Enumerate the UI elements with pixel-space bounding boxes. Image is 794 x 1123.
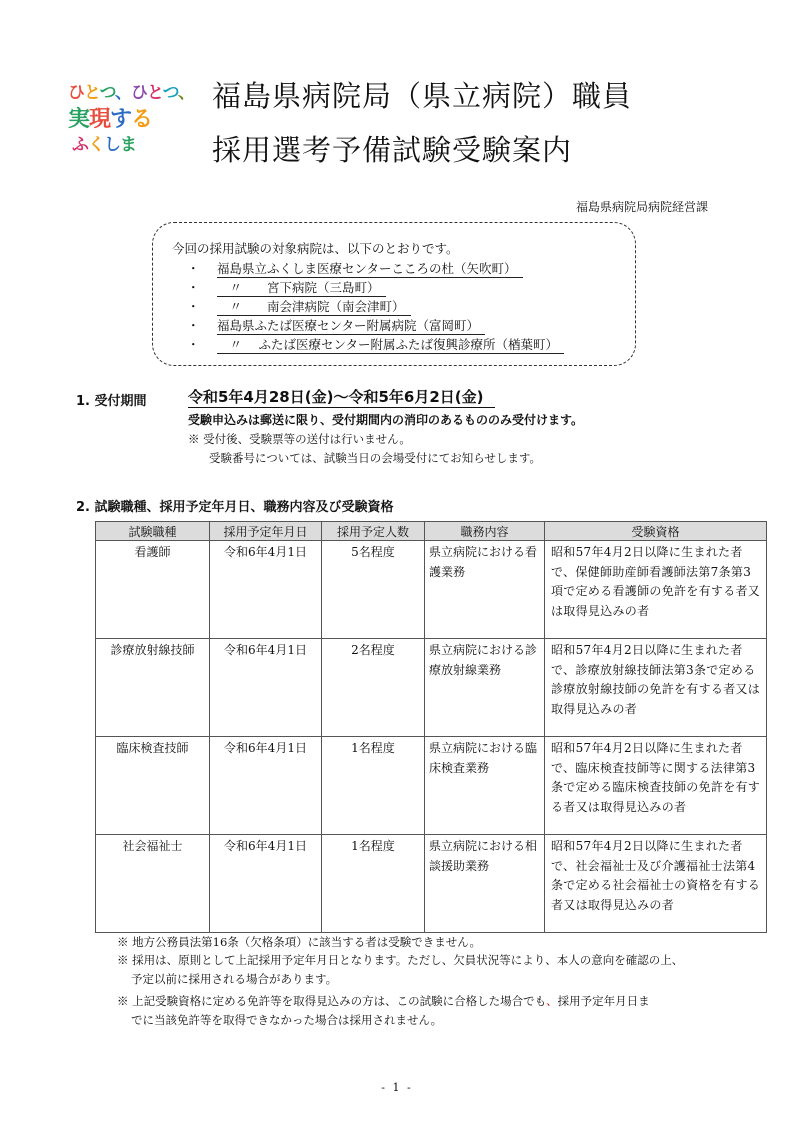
- table-row: [96, 835, 767, 933]
- table-header-row: [96, 522, 767, 541]
- section1-heading: 1. 受付期間: [76, 394, 147, 409]
- page-title-line2: 採用選考予備試験受験案内: [212, 133, 573, 167]
- admission-ticket-note: ※ 受付後、受験票等の送付は行いません。: [188, 432, 411, 446]
- duty-cell: 県立病院における相談援助業務: [425, 835, 545, 933]
- footnote-license-cont: でに当該免許等を取得できなかった場合は採用されません。: [131, 1013, 443, 1027]
- qualification-cell: 昭和57年4月2日以降に生まれた者で、診療放射線技師法第3条で定める診療放射線技師の免許を有する者又は取得見込みの者: [545, 639, 767, 737]
- duty-cell: 県立病院における診療放射線業務: [425, 639, 545, 737]
- date-cell: 令和6年4月1日: [210, 541, 322, 639]
- hospital-item: ・ 〃 南会津病院（南会津町）: [187, 297, 411, 315]
- duty-cell: 県立病院における臨床検査業務: [425, 737, 545, 835]
- department-name: 福島県病院局病院経営課: [575, 200, 708, 214]
- page-title-line1: 福島県病院局（県立病院）職員: [212, 79, 633, 113]
- count-cell: 1名程度: [322, 737, 425, 835]
- footnote-license: ※ 上記受験資格に定める免許等を取得見込みの方は、この試験に合格した場合でも、採用予定年月日ま: [117, 994, 650, 1008]
- qualification-cell: 昭和57年4月2日以降に生まれた者で、臨床検査技師等に関する法律第3条で定める臨床検査技師の免許を有する者又は取得見込みの者: [545, 737, 767, 835]
- hospital-item: ・ 福島県ふたば医療センター附属病院（富岡町）: [187, 316, 485, 334]
- target-hospitals-intro: 今回の採用試験の対象病院は、以下のとおりです。: [172, 241, 459, 256]
- column-header: 採用予定人数: [322, 522, 425, 541]
- column-header: 試験職種: [96, 522, 210, 541]
- table-row: [96, 737, 767, 835]
- fukushima-logo: [68, 78, 194, 158]
- count-cell: 1名程度: [322, 835, 425, 933]
- recruitment-table: [95, 521, 767, 933]
- logo-line3: ふくしま: [72, 135, 136, 155]
- section2-heading: 2. 試験職種、採用予定年月日、職務内容及び受験資格: [76, 500, 394, 515]
- footnote-hiring-date: ※ 採用は、原則として上記採用予定年月日となります。ただし、欠員状況等により、本人の意向を確認の上、: [117, 953, 684, 967]
- page-number: - 1 -: [381, 1081, 413, 1094]
- date-cell: 令和6年4月1日: [210, 835, 322, 933]
- table-row: [96, 541, 767, 639]
- logo-line1: ひとつ、ひとつ、: [68, 83, 194, 103]
- hospital-item: ・ 福島県立ふくしま医療センターこころの杜（矢吹町）: [187, 259, 523, 277]
- column-header: 受験資格: [545, 522, 767, 541]
- qualification-cell: 昭和57年4月2日以降に生まれた者で、保健師助産師看護師法第7条第3項で定める看護師の免許を有する者又は取得見込みの者: [545, 541, 767, 639]
- job-cell: 診療放射線技師: [96, 639, 210, 737]
- date-cell: 令和6年4月1日: [210, 737, 322, 835]
- column-header: 採用予定年月日: [210, 522, 322, 541]
- date-cell: 令和6年4月1日: [210, 639, 322, 737]
- table-row: [96, 639, 767, 737]
- column-header: 職務内容: [425, 522, 545, 541]
- job-cell: 臨床検査技師: [96, 737, 210, 835]
- logo-line2: 実現する: [68, 107, 153, 132]
- duty-cell: 県立病院における看護業務: [425, 541, 545, 639]
- count-cell: 2名程度: [322, 639, 425, 737]
- qualification-cell: 昭和57年4月2日以降に生まれた者で、社会福祉士及び介護福祉士法第4条で定める社会福祉士の資格を有する者又は取得見込みの者: [545, 835, 767, 933]
- job-cell: 社会福祉士: [96, 835, 210, 933]
- application-mail-note: 受験申込みは郵送に限り、受付期間内の消印のあるもののみ受付けます。: [188, 413, 584, 427]
- job-cell: 看護師: [96, 541, 210, 639]
- count-cell: 5名程度: [322, 541, 425, 639]
- exam-number-note: 受験番号については、試験当日の会場受付にてお知らせします。: [209, 451, 542, 465]
- footnote-disqualification: ※ 地方公務員法第16条（欠格条項）に該当する者は受験できません。: [117, 935, 481, 949]
- hospital-item: ・ 〃 宮下病院（三島町）: [187, 278, 386, 296]
- application-period: 令和5年4月28日(金)～令和5年6月2日(金): [188, 386, 495, 408]
- hospital-item: ・ 〃 ふたば医療センター附属ふたば復興診療所（楢葉町）: [187, 335, 564, 353]
- footnote-hiring-date-cont: 予定以前に採用される場合があります。: [131, 972, 338, 986]
